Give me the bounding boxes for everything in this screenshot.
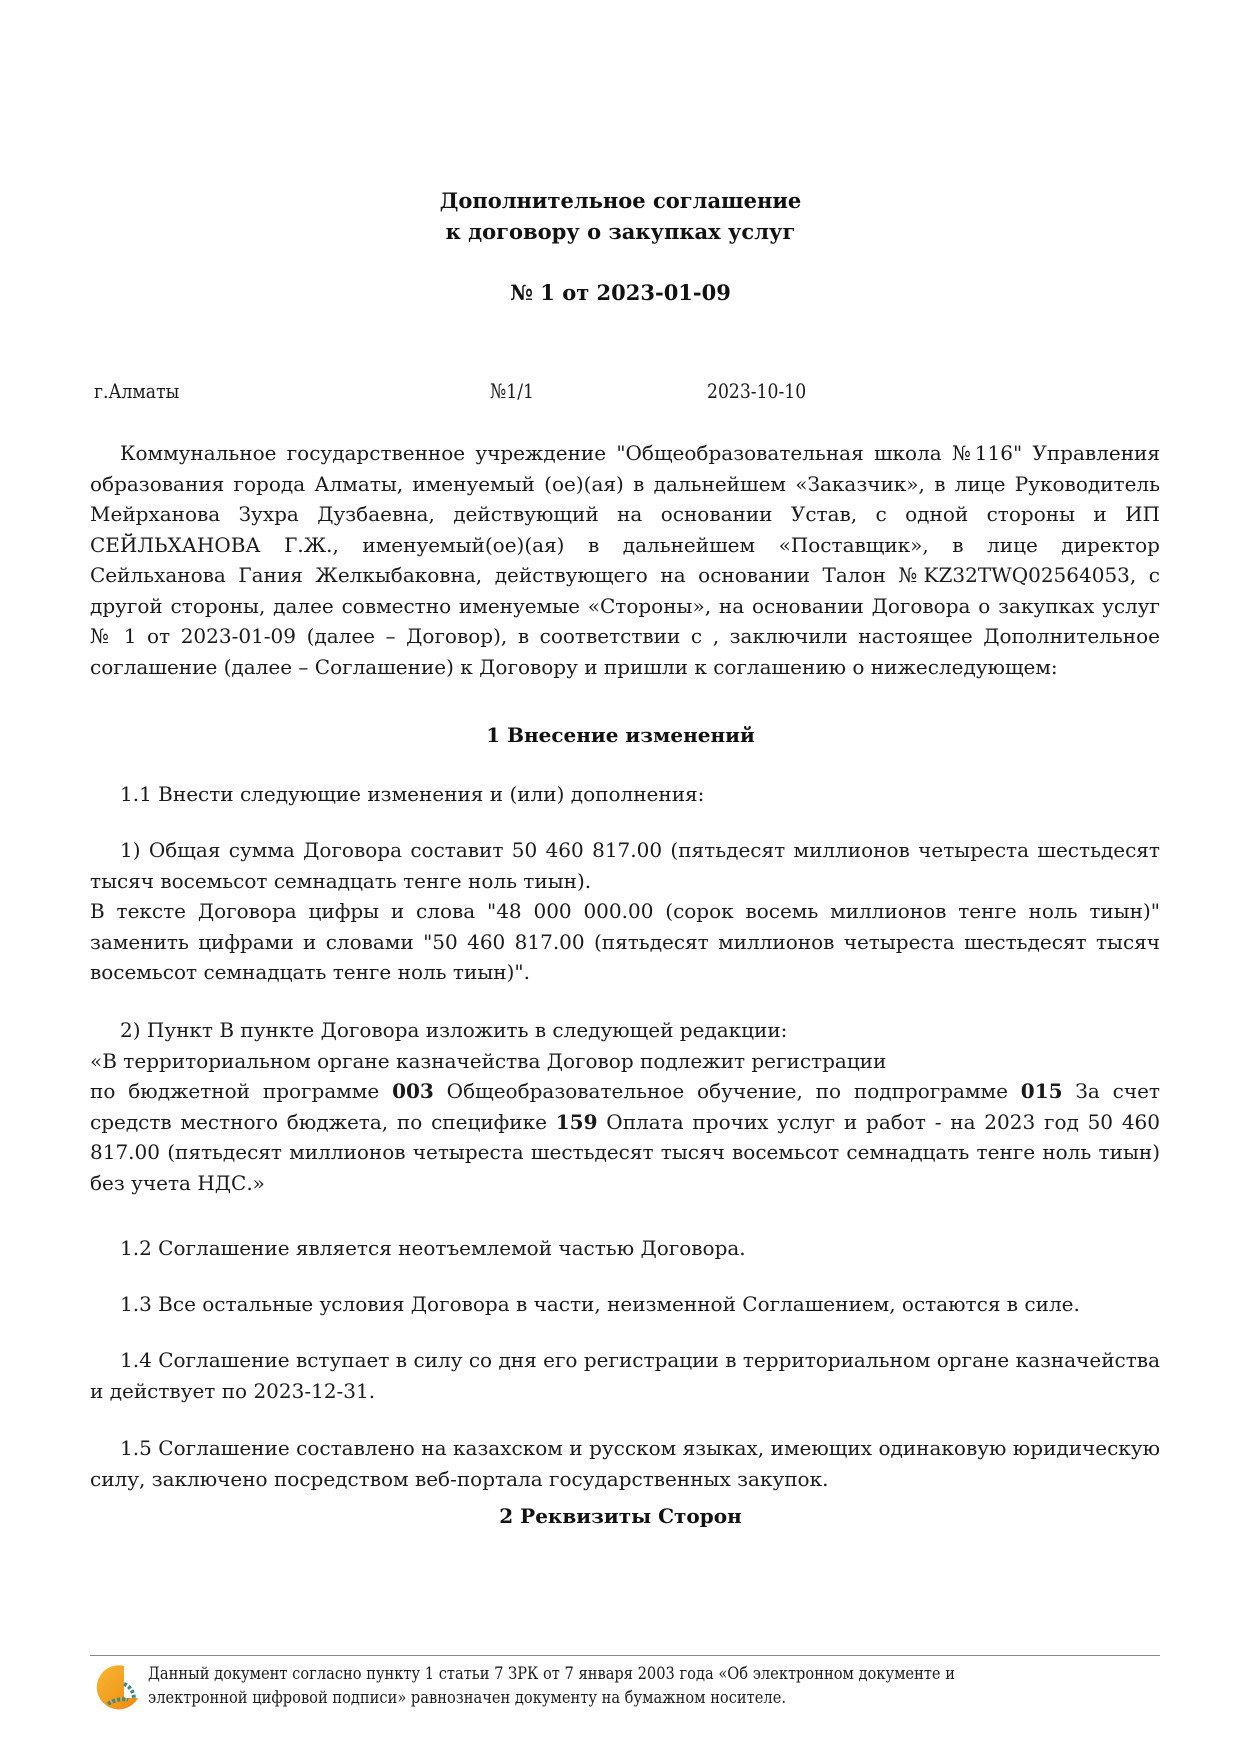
clause-1-2-text: 1.2 Соглашение является неотъемлемой частью Договора.: [120, 1236, 746, 1260]
clause-1-item-1-replacement: В тексте Договора цифры и слова "48 000 000.00 (сорок восемь миллионов тенге ноль тиын)" заменить цифрами и словами "50 460 817.00 (пятьдесят миллионов четыреста шестьдесят тысяч восемьсот семнадцать тенге ноль тиын)".: [90, 899, 1160, 984]
clause-1-item-2: [90, 1015, 1160, 1198]
budget-text-d: Оплата прочих услуг и работ - на 2023 год 50 460 817.00 (пятьдесят миллионов четыреста шестьдесят тысяч восемьсот семнадцать тенге ноль тиын) без учета НДС.»: [90, 1109, 1160, 1195]
budget-text-c: За счет средств местного бюджета, по специфике: [90, 1079, 1160, 1134]
agreement-number: №1/1: [490, 379, 534, 403]
footer-text-line2: электронной цифровой подписи» равнозначен документу на бумажном носителе.: [148, 1688, 786, 1708]
clause-1-item-1: [90, 835, 1160, 988]
clause-1-1-text: 1.1 Внести следующие изменения и (или) дополнения:: [120, 782, 705, 806]
budget-text-a: по бюджетной программе: [90, 1079, 393, 1103]
city: г.Алматы: [94, 379, 180, 403]
clause-1-3: [90, 1289, 1160, 1320]
section-2-heading: 2 Реквизиты Сторон: [499, 1504, 742, 1528]
clause-1-5-text: 1.5 Соглашение составлено на казахском и русском языках, имеющих одинаковую юридическую силу, заключено посредством веб-портала государственных закупок.: [90, 1436, 1160, 1491]
preamble-paragraph: [90, 438, 1160, 682]
clause-1-2: [90, 1233, 1160, 1264]
budget-text-b: Общеобразовательное обучение, по подпрограмме: [433, 1079, 1021, 1103]
clause-1-item-2-line1: «В территориальном органе казначейства Договор подлежит регистрации: [90, 1048, 887, 1073]
footer-text-line1: Данный документ согласно пункту 1 статьи 7 ЗРК от 7 января 2003 года «Об электронном документе и: [148, 1664, 955, 1684]
clause-1-4-text: 1.4 Соглашение вступает в силу со дня его регистрации в территориальном органе казначейства и действует по 2023-12-31.: [90, 1348, 1160, 1403]
budget-specific-code: 159: [555, 1109, 598, 1134]
clause-1-5: [90, 1433, 1160, 1494]
preamble-text: Коммунальное государственное учреждение "Общеобразовательная школа №116" Управления образования города Алматы, именуемый (ое)(ая) в дальнейшем «Заказчик», в лице Руководитель Мейрханова Зухра Дузбаевна, действующий на основании Устав, с одной стороны и ИП СЕЙЛЬХАНОВА Г.Ж., именуемый(ое)(ая) в дальнейшем «Поставщик», в лице директор Сейльханова Гания Желкыбаковна, действующего на основании Талон №KZ32TWQ02564053, с другой стороны, далее совместно именуемые «Стороны», на основании Договора о закупках услуг № 1 от 2023-01-09 (далее – Договор), в соответствии с , заключили настоящее Дополнительное соглашение (далее – Соглашение) к Договору и пришли к соглашению о нижеследующем:: [90, 441, 1160, 679]
footer-divider: [90, 1655, 1160, 1656]
footer-legal-notice: [148, 1662, 1154, 1710]
clause-1-item-2-intro: 2) Пункт В пункте Договора изложить в следующей редакции:: [120, 1018, 788, 1042]
clause-1-1: [90, 779, 1160, 810]
clause-1-3-text: 1.3 Все остальные условия Договора в части, неизменной Соглашением, остаются в силе.: [120, 1292, 1080, 1316]
budget-subprogram-code: 015: [1020, 1079, 1063, 1103]
document-title-line2: к договору о закупках услуг: [445, 219, 796, 244]
document-number-date: № 1 от 2023-01-09: [510, 280, 731, 305]
clause-1-item-1-text: 1) Общая сумма Договора составит 50 460 817.00 (пятьдесят миллионов четыреста шестьдесят тысяч восемьсот семнадцать тенге ноль тиын).: [90, 838, 1160, 893]
clause-1-4: [90, 1345, 1160, 1406]
section-1-heading: 1 Внесение изменений: [486, 723, 755, 747]
agreement-date: 2023-10-10: [707, 379, 807, 403]
budget-program-code: 003: [392, 1079, 434, 1103]
document-title-line1: Дополнительное соглашение: [439, 188, 802, 213]
e-procurement-logo-icon: [94, 1664, 140, 1710]
